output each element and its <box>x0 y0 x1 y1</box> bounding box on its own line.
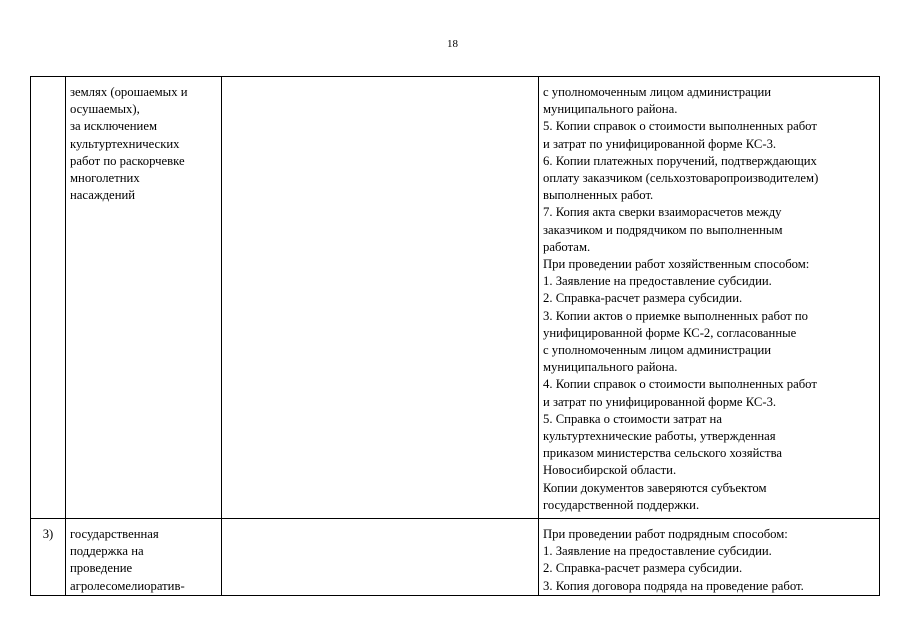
document-line: оплату заказчиком (сельхозтоваропроизводителем) <box>543 171 819 186</box>
document-line: 2. Справка-расчет размера субсидии. <box>543 291 743 306</box>
document-line: с уполномоченным лицом администрации <box>543 343 772 358</box>
measure-name-cell <box>66 519 222 596</box>
document-line: работам. <box>543 239 591 254</box>
document-line: культуртехнические работы, утвержденная <box>543 429 776 444</box>
document-line: При проведении работ хозяйственным способом: <box>543 257 810 272</box>
document-line: и затрат по унифицированной форме КС-3. <box>543 136 777 151</box>
document-line: 3. Копии актов о приемке выполненных работ по <box>543 308 808 323</box>
document-line: Копии документов заверяются субъектом <box>543 480 767 495</box>
row-number-cell: 3) <box>31 519 66 596</box>
document-line: муниципального района. <box>543 360 678 375</box>
measure-name-line: проведение <box>70 561 133 576</box>
document-line: унифицированной форме КС-2, согласованные <box>543 325 797 340</box>
document-line: 3. Копия договора подряда на проведение работ. <box>543 578 804 593</box>
document-line: с уполномоченным лицом администрации <box>543 85 772 99</box>
page-number: 18 <box>447 38 458 50</box>
document-line: муниципального района. <box>543 102 678 117</box>
document-line: и затрат по унифицированной форме КС-3. <box>543 394 777 409</box>
document-line: государственной поддержки. <box>543 497 700 512</box>
measure-name-line: за исключением <box>70 119 157 134</box>
measure-name-line: землях (орошаемых и <box>70 85 188 99</box>
measure-name-line: культуртехнических <box>70 136 180 151</box>
measure-name-line: работ по раскорчевке <box>70 153 185 168</box>
measure-name-line: поддержка на <box>70 544 144 559</box>
document-line: 1. Заявление на предоставление субсидии. <box>543 274 772 289</box>
documents-cell <box>539 77 880 519</box>
document-line: 5. Копии справок о стоимости выполненных работ <box>543 119 817 134</box>
measure-name-line: агролесомелиоратив- <box>70 578 185 593</box>
document-line: 1. Заявление на предоставление субсидии. <box>543 544 772 559</box>
measure-name-line: многолетних <box>70 171 140 186</box>
document-line: заказчиком и подрядчиком по выполненным <box>543 222 783 237</box>
table-row <box>31 519 880 596</box>
document-line: Новосибирской области. <box>543 463 677 478</box>
row-number-cell <box>31 77 66 519</box>
document-line: 5. Справка о стоимости затрат на <box>543 411 722 426</box>
measure-name-cell <box>66 77 222 519</box>
measure-name-line: государственная <box>70 527 159 542</box>
table-row <box>31 77 880 519</box>
conditions-cell <box>222 519 539 596</box>
document-line: приказом министерства сельского хозяйства <box>543 446 783 461</box>
document-line: При проведении работ подрядным способом: <box>543 527 788 542</box>
measure-name-line: осушаемых), <box>70 102 140 117</box>
document-line: выполненных работ. <box>543 188 654 203</box>
document-line: 2. Справка-расчет размера субсидии. <box>543 561 743 576</box>
documents-cell <box>539 519 880 596</box>
document-line: 4. Копии справок о стоимости выполненных работ <box>543 377 817 392</box>
document-line: 7. Копия акта сверки взаиморасчетов между <box>543 205 782 220</box>
document-table <box>30 76 880 596</box>
measure-name-line: насаждений <box>70 188 136 203</box>
document-line: 6. Копии платежных поручений, подтверждающих <box>543 153 817 168</box>
conditions-cell <box>222 77 539 519</box>
